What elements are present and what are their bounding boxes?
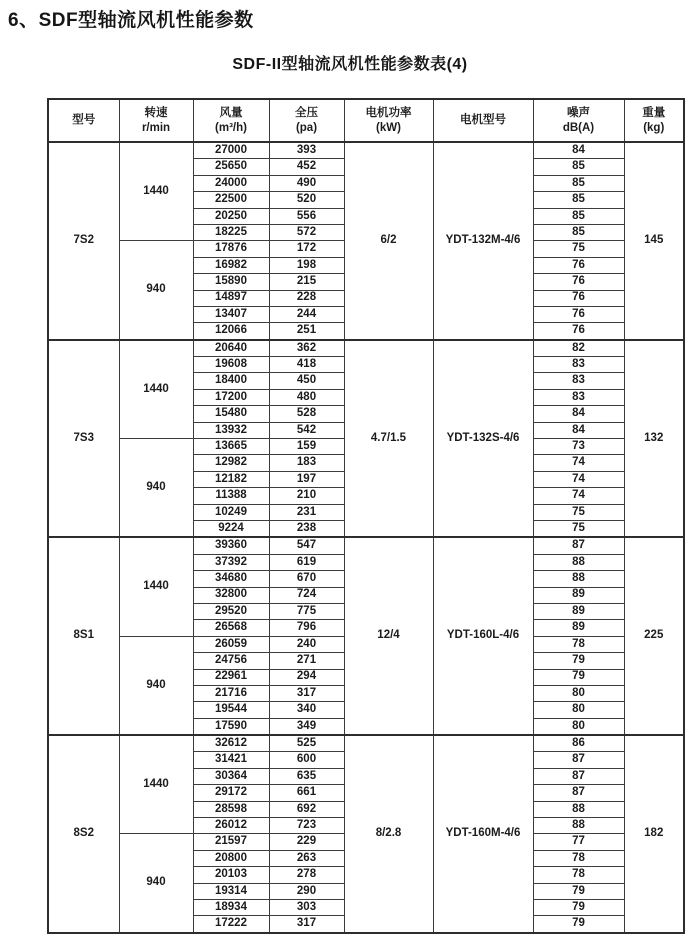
noise-cell: 84 — [533, 406, 624, 422]
noise-cell: 85 — [533, 175, 624, 191]
pressure-cell: 796 — [269, 620, 344, 636]
table-title: SDF-II型轴流风机性能参数表(4) — [232, 56, 468, 73]
airflow-cell: 17876 — [193, 241, 269, 257]
airflow-cell: 24756 — [193, 653, 269, 669]
noise-cell: 75 — [533, 241, 624, 257]
pressure-cell: 197 — [269, 471, 344, 487]
pressure-cell: 670 — [269, 571, 344, 587]
pressure-cell: 452 — [269, 159, 344, 175]
rpm-cell: 1440 — [119, 340, 193, 439]
weight-cell: 145 — [624, 142, 684, 340]
pressure-cell: 556 — [269, 208, 344, 224]
noise-cell: 76 — [533, 257, 624, 273]
pressure-cell: 210 — [269, 488, 344, 504]
airflow-cell: 30364 — [193, 768, 269, 784]
motor-power-cell: 4.7/1.5 — [344, 340, 433, 538]
airflow-cell: 26059 — [193, 636, 269, 652]
airflow-cell: 17200 — [193, 389, 269, 405]
airflow-cell: 28598 — [193, 801, 269, 817]
header-speed: 转速 r/min — [119, 99, 193, 142]
noise-cell: 76 — [533, 323, 624, 340]
pressure-cell: 775 — [269, 603, 344, 619]
table-row — [48, 142, 684, 159]
rpm-cell: 940 — [119, 834, 193, 933]
airflow-cell: 29520 — [193, 603, 269, 619]
motor-model-cell: YDT-160L-4/6 — [433, 537, 533, 735]
pressure-cell: 661 — [269, 785, 344, 801]
airflow-cell: 13932 — [193, 422, 269, 438]
fan-performance-table — [47, 98, 685, 934]
pressure-cell: 490 — [269, 175, 344, 191]
pressure-cell: 172 — [269, 241, 344, 257]
airflow-cell: 18400 — [193, 373, 269, 389]
noise-cell: 75 — [533, 520, 624, 537]
airflow-cell: 21597 — [193, 834, 269, 850]
noise-cell: 84 — [533, 422, 624, 438]
table-row — [48, 735, 684, 752]
airflow-cell: 19544 — [193, 702, 269, 718]
noise-cell: 74 — [533, 488, 624, 504]
airflow-cell: 10249 — [193, 504, 269, 520]
noise-cell: 76 — [533, 290, 624, 306]
header-pressure: 全压 (pa) — [269, 99, 344, 142]
pressure-cell: 271 — [269, 653, 344, 669]
airflow-cell: 27000 — [193, 142, 269, 159]
noise-cell: 78 — [533, 850, 624, 866]
noise-cell: 84 — [533, 142, 624, 159]
noise-cell: 79 — [533, 653, 624, 669]
pressure-cell: 542 — [269, 422, 344, 438]
pressure-cell: 294 — [269, 669, 344, 685]
pressure-cell: 635 — [269, 768, 344, 784]
pressure-cell: 240 — [269, 636, 344, 652]
noise-cell: 87 — [533, 768, 624, 784]
header-noise: 噪声 dB(A) — [533, 99, 624, 142]
pressure-cell: 723 — [269, 818, 344, 834]
pressure-cell: 349 — [269, 718, 344, 735]
pressure-cell: 231 — [269, 504, 344, 520]
pressure-cell: 528 — [269, 406, 344, 422]
pressure-cell: 600 — [269, 752, 344, 768]
noise-cell: 87 — [533, 752, 624, 768]
motor-model-cell: YDT-160M-4/6 — [433, 735, 533, 933]
airflow-cell: 24000 — [193, 175, 269, 191]
model-cell: 8S2 — [48, 735, 119, 933]
noise-cell: 88 — [533, 554, 624, 570]
pressure-cell: 159 — [269, 439, 344, 455]
airflow-cell: 14897 — [193, 290, 269, 306]
pressure-cell: 547 — [269, 537, 344, 554]
noise-cell: 83 — [533, 373, 624, 389]
rpm-cell: 1440 — [119, 537, 193, 636]
airflow-cell: 26012 — [193, 818, 269, 834]
motor-power-cell: 8/2.8 — [344, 735, 433, 933]
pressure-cell: 393 — [269, 142, 344, 159]
noise-cell: 80 — [533, 702, 624, 718]
airflow-cell: 11388 — [193, 488, 269, 504]
noise-cell: 76 — [533, 274, 624, 290]
pressure-cell: 692 — [269, 801, 344, 817]
motor-model-cell: YDT-132M-4/6 — [433, 142, 533, 340]
airflow-cell: 34680 — [193, 571, 269, 587]
noise-cell: 77 — [533, 834, 624, 850]
airflow-cell: 32612 — [193, 735, 269, 752]
airflow-cell: 22500 — [193, 192, 269, 208]
weight-cell: 132 — [624, 340, 684, 538]
airflow-cell: 16982 — [193, 257, 269, 273]
airflow-cell: 13407 — [193, 306, 269, 322]
noise-cell: 88 — [533, 801, 624, 817]
airflow-cell: 17222 — [193, 916, 269, 933]
motor-power-cell: 12/4 — [344, 537, 433, 735]
noise-cell: 74 — [533, 471, 624, 487]
airflow-cell: 20103 — [193, 867, 269, 883]
pressure-cell: 340 — [269, 702, 344, 718]
header-motor-model: 电机型号 — [433, 99, 533, 142]
pressure-cell: 278 — [269, 867, 344, 883]
motor-model-cell: YDT-132S-4/6 — [433, 340, 533, 538]
pressure-cell: 228 — [269, 290, 344, 306]
rpm-cell: 940 — [119, 241, 193, 340]
airflow-cell: 29172 — [193, 785, 269, 801]
noise-cell: 87 — [533, 785, 624, 801]
pressure-cell: 520 — [269, 192, 344, 208]
airflow-cell: 31421 — [193, 752, 269, 768]
noise-cell: 89 — [533, 603, 624, 619]
noise-cell: 89 — [533, 620, 624, 636]
header-model: 型号 — [48, 99, 119, 142]
noise-cell: 85 — [533, 224, 624, 240]
table-header-row — [48, 99, 684, 142]
model-cell: 8S1 — [48, 537, 119, 735]
rpm-cell: 940 — [119, 439, 193, 538]
noise-cell: 74 — [533, 455, 624, 471]
model-cell: 7S2 — [48, 142, 119, 340]
noise-cell: 83 — [533, 357, 624, 373]
noise-cell: 73 — [533, 439, 624, 455]
noise-cell: 79 — [533, 916, 624, 933]
airflow-cell: 19608 — [193, 357, 269, 373]
airflow-cell: 20250 — [193, 208, 269, 224]
pressure-cell: 317 — [269, 685, 344, 701]
airflow-cell: 18225 — [193, 224, 269, 240]
motor-power-cell: 6/2 — [344, 142, 433, 340]
model-cell: 7S3 — [48, 340, 119, 538]
pressure-cell: 525 — [269, 735, 344, 752]
airflow-cell: 9224 — [193, 520, 269, 537]
noise-cell: 88 — [533, 818, 624, 834]
airflow-cell: 39360 — [193, 537, 269, 554]
noise-cell: 83 — [533, 389, 624, 405]
page-heading: 6、SDF型轴流风机性能参数 — [8, 10, 254, 31]
rpm-cell: 1440 — [119, 735, 193, 834]
noise-cell: 79 — [533, 883, 624, 899]
weight-cell: 182 — [624, 735, 684, 933]
pressure-cell: 244 — [269, 306, 344, 322]
header-weight: 重量 (kg) — [624, 99, 684, 142]
airflow-cell: 25650 — [193, 159, 269, 175]
header-motor-power: 电机功率 (kW) — [344, 99, 433, 142]
airflow-cell: 22961 — [193, 669, 269, 685]
weight-cell: 225 — [624, 537, 684, 735]
noise-cell: 88 — [533, 571, 624, 587]
airflow-cell: 21716 — [193, 685, 269, 701]
pressure-cell: 450 — [269, 373, 344, 389]
pressure-cell: 198 — [269, 257, 344, 273]
pressure-cell: 229 — [269, 834, 344, 850]
airflow-cell: 13665 — [193, 439, 269, 455]
table-row — [48, 537, 684, 554]
airflow-cell: 15480 — [193, 406, 269, 422]
noise-cell: 79 — [533, 899, 624, 915]
pressure-cell: 215 — [269, 274, 344, 290]
airflow-cell: 37392 — [193, 554, 269, 570]
airflow-cell: 26568 — [193, 620, 269, 636]
pressure-cell: 572 — [269, 224, 344, 240]
noise-cell: 87 — [533, 537, 624, 554]
pressure-cell: 251 — [269, 323, 344, 340]
table-row — [48, 340, 684, 357]
airflow-cell: 20640 — [193, 340, 269, 357]
noise-cell: 80 — [533, 685, 624, 701]
pressure-cell: 724 — [269, 587, 344, 603]
noise-cell: 89 — [533, 587, 624, 603]
noise-cell: 82 — [533, 340, 624, 357]
rpm-cell: 1440 — [119, 142, 193, 241]
noise-cell: 75 — [533, 504, 624, 520]
noise-cell: 86 — [533, 735, 624, 752]
noise-cell: 76 — [533, 306, 624, 322]
pressure-cell: 418 — [269, 357, 344, 373]
pressure-cell: 480 — [269, 389, 344, 405]
airflow-cell: 12982 — [193, 455, 269, 471]
noise-cell: 85 — [533, 159, 624, 175]
airflow-cell: 17590 — [193, 718, 269, 735]
rpm-cell: 940 — [119, 636, 193, 735]
noise-cell: 85 — [533, 192, 624, 208]
pressure-cell: 290 — [269, 883, 344, 899]
airflow-cell: 20800 — [193, 850, 269, 866]
noise-cell: 80 — [533, 718, 624, 735]
fan-table-body — [48, 142, 684, 933]
pressure-cell: 362 — [269, 340, 344, 357]
pressure-cell: 263 — [269, 850, 344, 866]
noise-cell: 78 — [533, 636, 624, 652]
airflow-cell: 12066 — [193, 323, 269, 340]
pressure-cell: 303 — [269, 899, 344, 915]
airflow-cell: 32800 — [193, 587, 269, 603]
airflow-cell: 19314 — [193, 883, 269, 899]
pressure-cell: 619 — [269, 554, 344, 570]
airflow-cell: 15890 — [193, 274, 269, 290]
airflow-cell: 18934 — [193, 899, 269, 915]
pressure-cell: 238 — [269, 520, 344, 537]
pressure-cell: 183 — [269, 455, 344, 471]
pressure-cell: 317 — [269, 916, 344, 933]
header-airflow: 风量 (m³/h) — [193, 99, 269, 142]
noise-cell: 79 — [533, 669, 624, 685]
noise-cell: 78 — [533, 867, 624, 883]
noise-cell: 85 — [533, 208, 624, 224]
airflow-cell: 12182 — [193, 471, 269, 487]
